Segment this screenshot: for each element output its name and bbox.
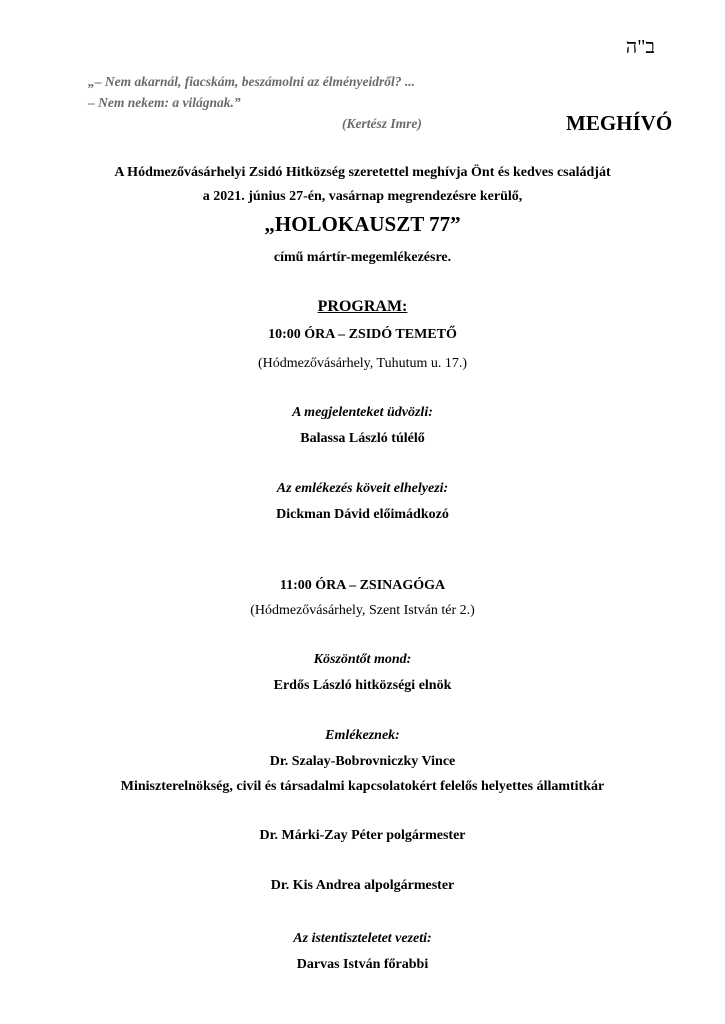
quote-author: (Kertész Imre) [342, 116, 422, 131]
quote-line-1: „– Nem akarnál, fiacskám, beszámolni az élményeidről? ... [88, 74, 415, 89]
session2-greeting-person: Erdős László hitközségi elnök [273, 678, 452, 693]
program-heading: PROGRAM: [317, 298, 408, 315]
session1-role-1: A megjelenteket üdvözli: [292, 405, 433, 420]
intro-line-1: A Hódmezővásárhelyi Zsidó Hitközség szeretettel meghívja Önt és kedves családját [114, 165, 611, 180]
session2-time: 11:00 ÓRA – ZSINAGÓGA [279, 578, 446, 593]
event-title: „HOLOKAUSZT 77” [264, 212, 461, 236]
rememberer-2: Dr. Márki-Zay Péter polgármester [259, 828, 466, 843]
session2-service-role: Az istentiszteletet vezeti: [293, 931, 432, 946]
session2-remember-role: Emlékeznek: [325, 728, 400, 743]
hebrew-bh-mark: ב"ה [625, 36, 655, 58]
session1-role-2: Az emlékezés köveit elhelyezi: [276, 481, 449, 496]
session1-person-2: Dickman Dávid előimádkozó [276, 507, 449, 522]
session2-service-person: Darvas István főrabbi [296, 957, 429, 972]
session1-place: (Hódmezővásárhely, Tuhutum u. 17.) [257, 356, 468, 371]
intro-line-2: a 2021. június 27-én, vasárnap megrendezésre kerülő, [202, 189, 523, 204]
session2-greeting-role: Köszöntőt mond: [313, 652, 412, 667]
session1-time: 10:00 ÓRA – ZSIDÓ TEMETŐ [268, 327, 457, 342]
event-subtitle: című mártír-megemlékezésre. [273, 250, 452, 265]
quote-line-2: – Nem nekem: a világnak.” [88, 95, 241, 110]
invitation-heading: MEGHÍVÓ [566, 111, 673, 135]
rememberer-1: Dr. Szalay-Bobrovniczky Vince [269, 754, 456, 769]
session1-person-1: Balassa László túlélő [300, 431, 425, 446]
rememberer-1-title: Miniszterelnökség, civil és társadalmi kapcsolatokért felelős helyettes államtitkár [120, 779, 605, 794]
rememberer-3: Dr. Kis Andrea alpolgármester [270, 878, 455, 893]
session2-place: (Hódmezővásárhely, Szent István tér 2.) [250, 603, 475, 618]
